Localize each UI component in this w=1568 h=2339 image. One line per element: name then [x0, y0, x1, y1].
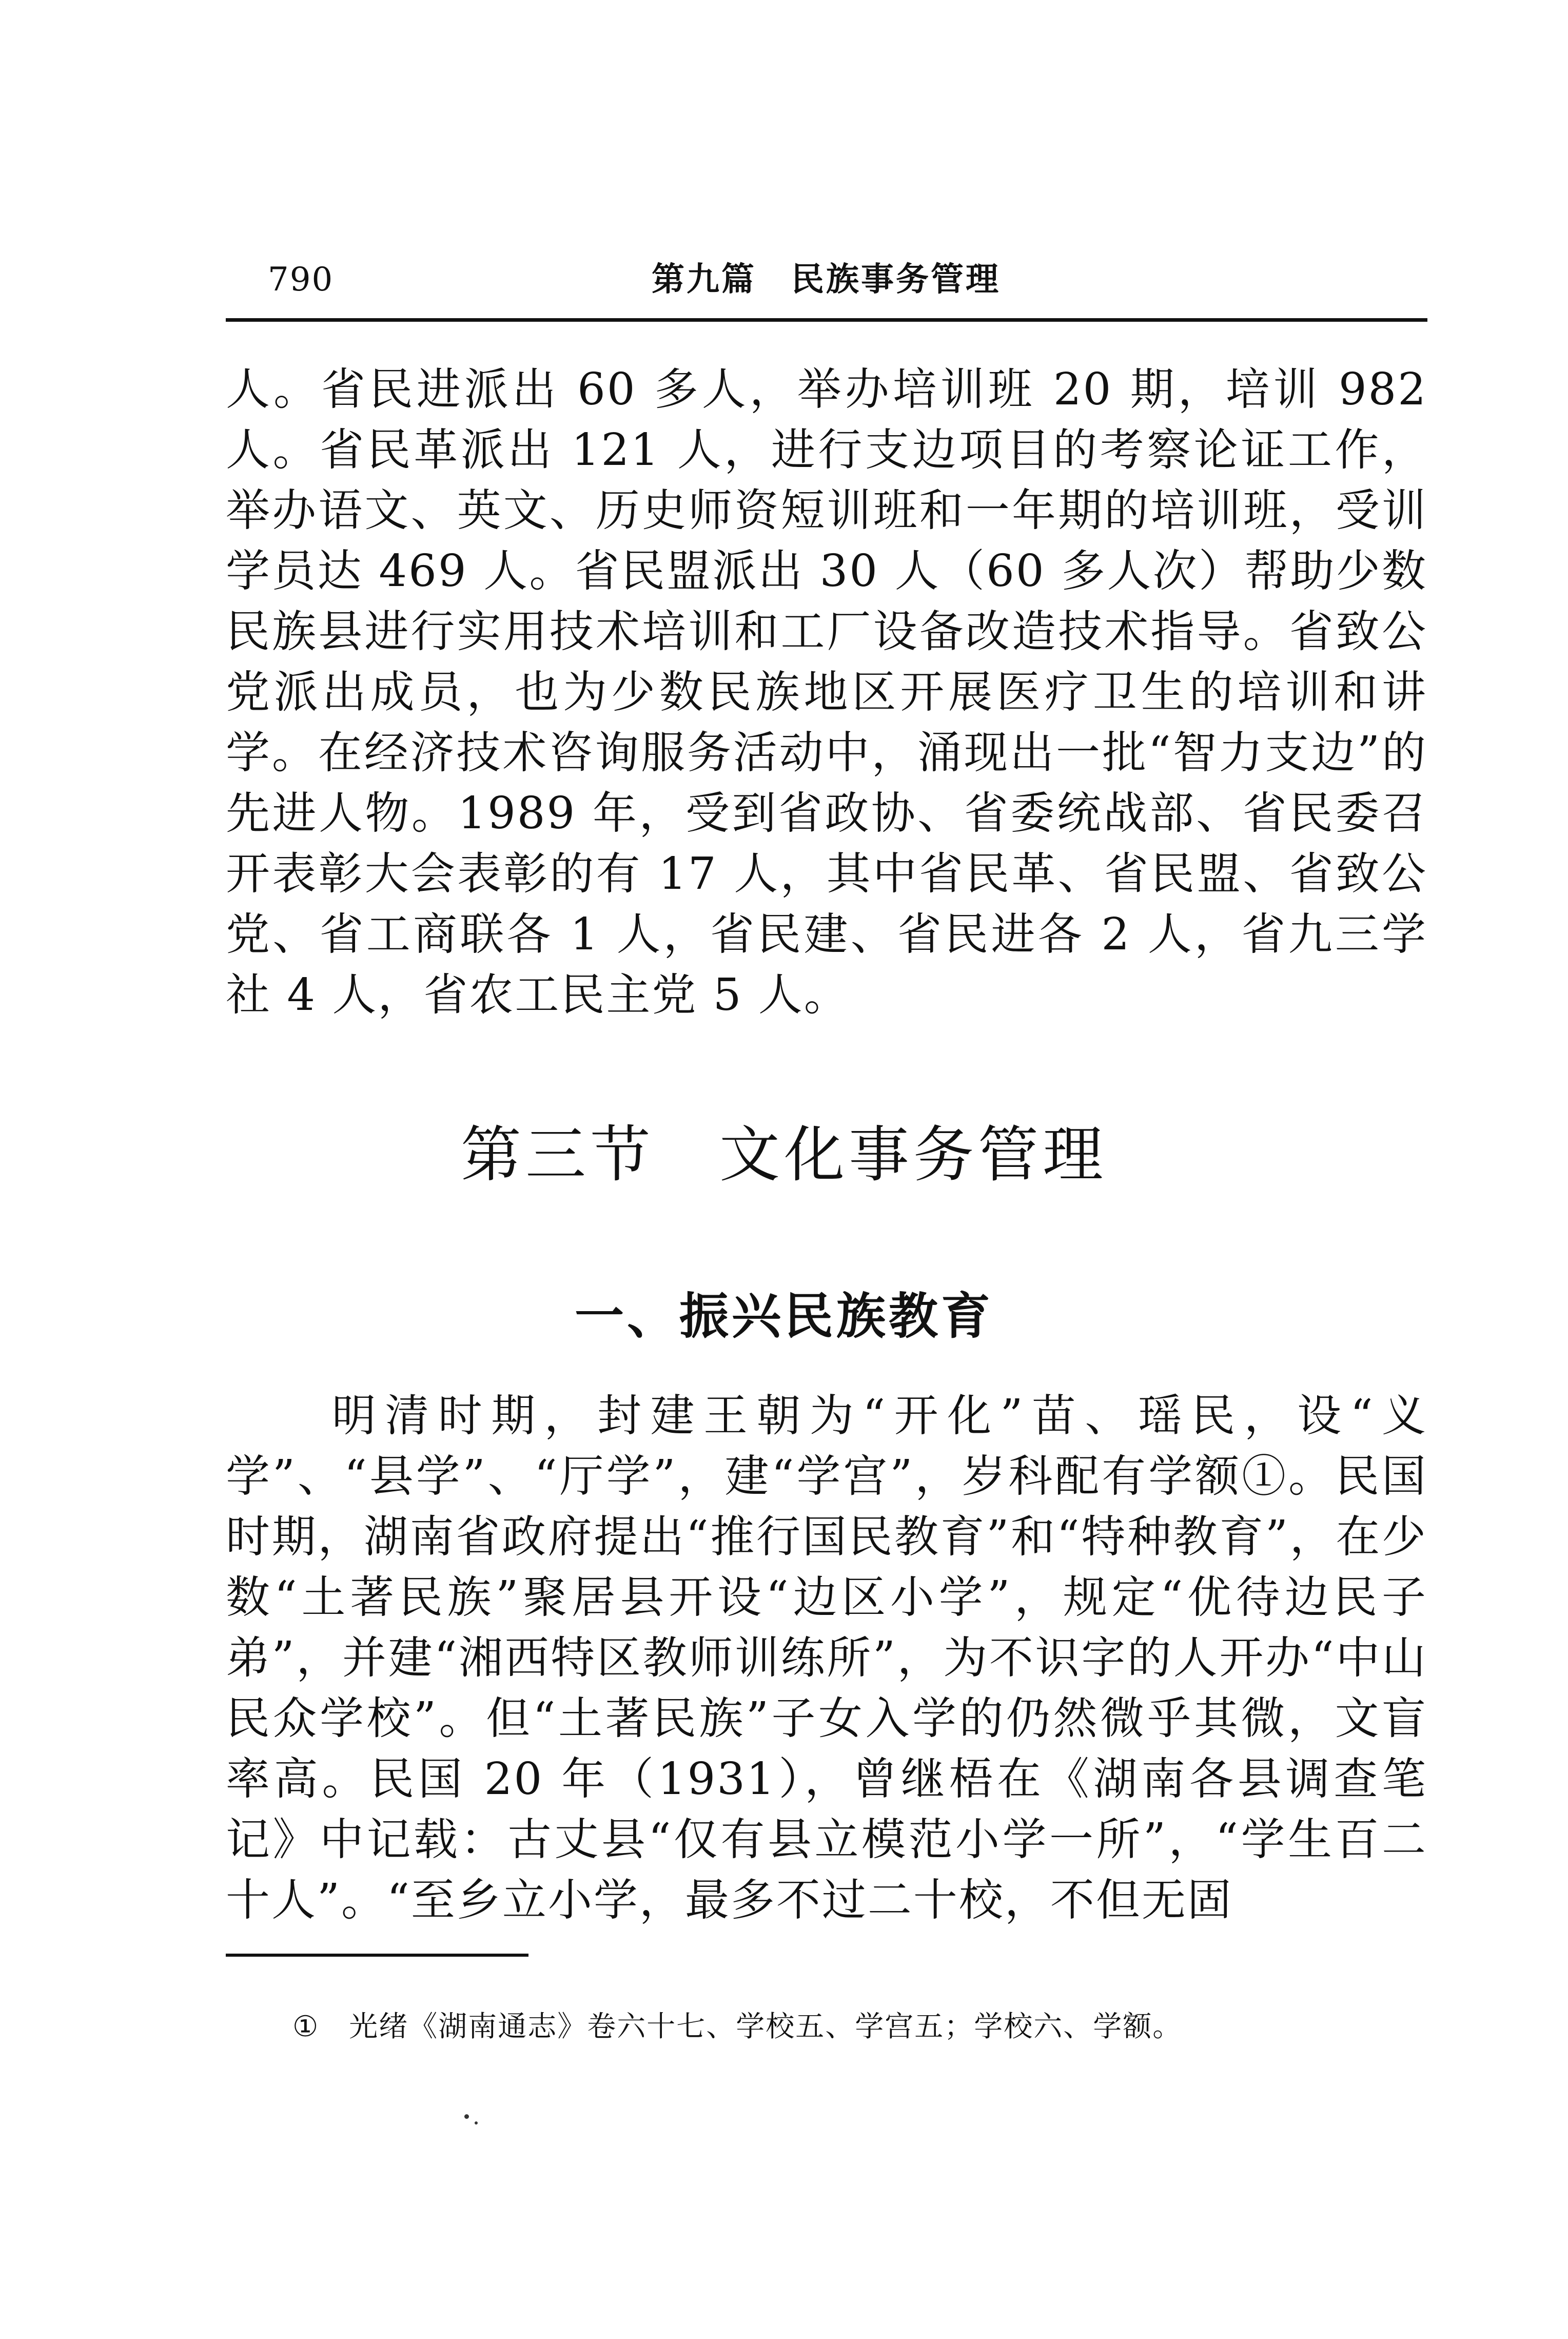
- footnote-rule: [226, 1954, 528, 1957]
- header-rule: [226, 318, 1427, 322]
- page-number: 790: [268, 261, 334, 299]
- scan-speck: [475, 2121, 478, 2124]
- body-paragraph: 明清时期，封建王朝为“开化”苗、瑶民，设“义学”、“县学”、“厅学”，建“学宫”，岁科配有学额①。民国时期，湖南省政府提出“推行国民教育”和“特种教育”，在少数“土著民族”聚居县开设“边区小学”，规定“优待边民子弟”，并建“湘西特区教师训练所”，为不识字的人开办“中山民众学校”。但“土著民族”子女入学的仍然微乎其微，文盲率高。民国 20 年（1931），曾继梧在《湖南各县调查笔记》中记载：古丈县“仅有县立模范小学一所”，“学生百二十人”。“至乡立小学，最多不过二十校，不但无固: [226, 1390, 1427, 1926]
- running-head: 第九篇 民族事务管理: [652, 261, 1001, 299]
- body-paragraph-continued: 人。省民进派出 60 多人，举办培训班 20 期，培训 982 人。省民革派出 121 人，进行支边项目的考察论证工作，举办语文、英文、历史师资短训班和一年期的培训班，受训学员达 469 人。省民盟派出 30 人（60 多人次）帮助少数民族县进行实用技术培训和工厂设备改造技术指导。省致公党派出成员，也为少数民族地区开展医疗卫生的培训和讲学。在经济技术咨询服务活动中，涌现出一批“智力支边”的先进人物。1989 年，受到省政协、省委统战部、省民委召开表彰大会表彰的有 17 人，其中省民革、省民盟、省致公党、省工商联各 1 人，省民建、省民进各 2 人，省九三学社 4 人，省农工民主党 5 人。: [226, 364, 1427, 1021]
- subsection-title: 一、振兴民族教育: [575, 1288, 993, 1345]
- footnote: ① 光绪《湖南通志》卷六十七、学校五、学宫五；学校六、学额。: [292, 2010, 1183, 2043]
- scan-speck: [464, 2114, 469, 2119]
- section-title: 第三节 文化事务管理: [460, 1119, 1107, 1190]
